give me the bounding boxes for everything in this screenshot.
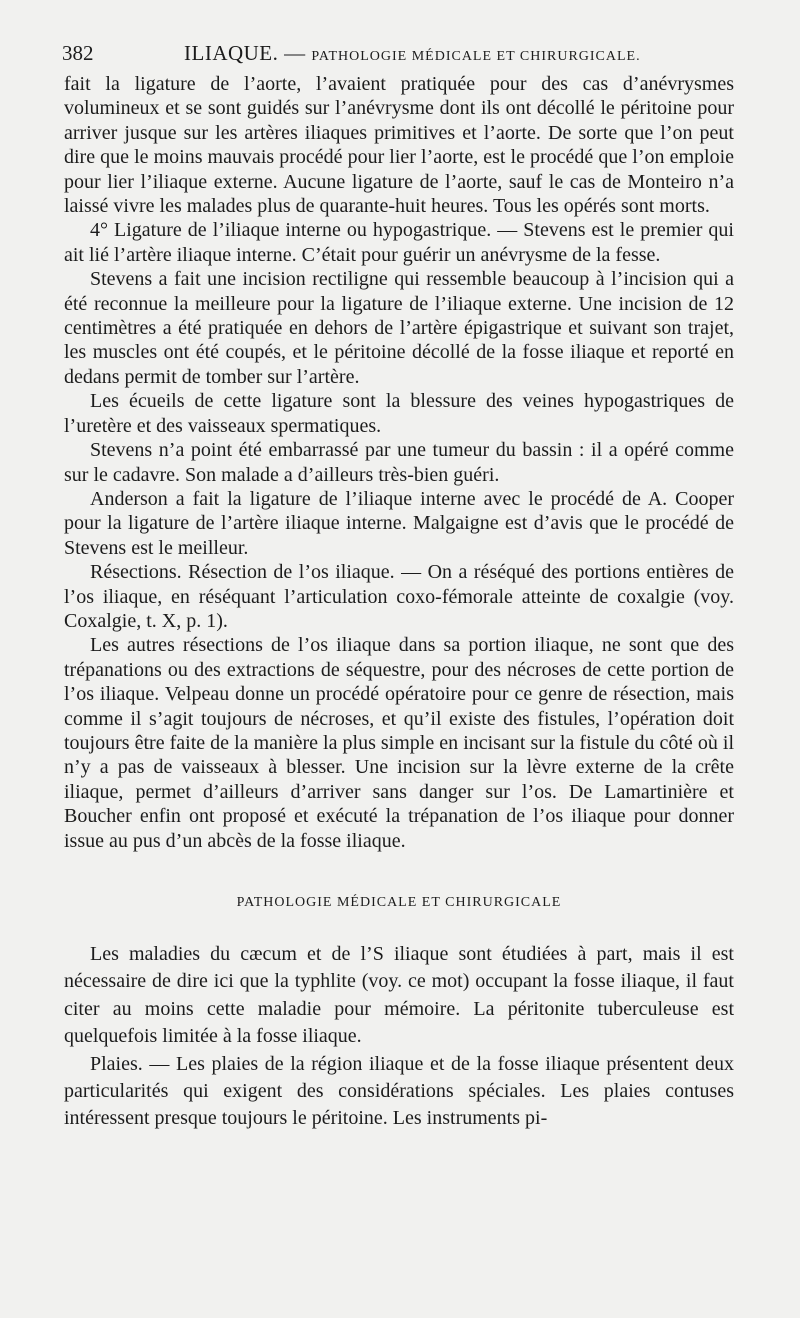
paragraph: Les maladies du cæcum et de l’S iliaque sont étudiées à part, mais il est nécessaire de dire ici que la typhlite (voy. ce mot) occupant la fosse iliaque, il faut citer au moins cette maladie pour mémoire. La péritonite tuberculeuse est quelquefois limitée à la fosse iliaque. xyxy=(64,943,734,1048)
paragraph: fait la ligature de l’aorte, l’avaient pratiquée pour des cas d’anévrysmes volumineux et se sont guidés sur l’anévrysme dont ils ont décollé le péritoine pour arriver jusque sur les artères iliaques primitives et l’aorte. De sorte que l’on peut dire que le moins mauvais procédé pour lier l’aorte, est le procédé que l’on emploie pour lier l’iliaque externe. Aucune ligature de l’aorte, sauf le cas de Monteiro n’a laissé vivre les malades plus de quarante-huit heures. Tous les opérés sont morts. xyxy=(64,73,734,218)
paragraph: Les autres résections de l’os iliaque dans sa portion iliaque, ne sont que des trépanations ou des extractions de séquestre, pour des nécroses de cette portion de l’os iliaque. Velpeau donne un procédé opératoire pour ce genre de résection, mais comme il s’agit toujours de nécroses, et qu’il existe des fistules, l’opération doit toujours être faite de la manière la plus simple en incisant sur la fistule du côté où il n’y a pas de vaisseaux à blesser. Une incision sur la lèvre externe de la crête iliaque, permet d’ailleurs d’arriver sans danger sur l’os. De Lamartinière et Boucher enfin ont proposé et exécuté la trépanation de l’os iliaque pour donner issue au pus d’un abcès de la fosse iliaque. xyxy=(64,634,734,852)
section-body xyxy=(64,941,734,1133)
paragraph: Plaies. — Les plaies de la région iliaque et de la fosse iliaque présentent deux particularités qui exigent des considérations spéciales. Les plaies contuses intéressent presque toujours le péritoine. Les instruments pi- xyxy=(64,1052,734,1130)
body-text xyxy=(64,72,734,1133)
paragraph: Stevens a fait une incision rectiligne qui ressemble beaucoup à l’incision qui a été reconnue la meilleure pour la ligature de l’iliaque externe. Une incision de 12 centimètres a été pratiquée en dehors de l’artère épigastrique et suivant son trajet, les muscles ont été coupés, et le péritoine décollé de la fosse iliaque et reporté en dedans permit de tomber sur l’artère. xyxy=(64,268,734,388)
paragraph: Les écueils de cette ligature sont la blessure des veines hypogastriques de l’uretère et des vaisseaux spermatiques. xyxy=(64,390,734,437)
paragraph: Anderson a fait la ligature de l’iliaque interne avec le procédé de A. Cooper pour la ligature de l’artère iliaque interne. Malgaigne est d’avis que le procédé de Stevens est le meilleur. xyxy=(64,487,734,559)
paragraph: 4° Ligature de l’iliaque interne ou hypogastrique. — Stevens est le premier qui ait lié l’artère iliaque interne. C’était pour guérir un anévrysme de la fesse. xyxy=(64,219,734,266)
running-title-sub: PATHOLOGIE MÉDICALE ET CHIRURGICALE. xyxy=(311,49,641,64)
running-title-main: ILIAQUE. — xyxy=(184,41,306,65)
page-number: 382 xyxy=(62,41,94,65)
running-title xyxy=(184,38,641,72)
paragraph: Résections. Résection de l’os iliaque. — On a réséqué des portions entières de l’os iliaque, en réséquant l’articulation coxo-fémorale atteinte de coxalgie (voy. Coxalgie, t. X, p. 1). xyxy=(64,561,734,632)
paragraph: Stevens n’a point été embarrassé par une tumeur du bassin : il a opéré comme sur le cadavre. Son malade a d’ailleurs très-bien guéri. xyxy=(64,439,734,486)
section-heading: PATHOLOGIE MÉDICALE ET CHIRURGICALE xyxy=(236,895,562,910)
page-header xyxy=(62,38,742,68)
